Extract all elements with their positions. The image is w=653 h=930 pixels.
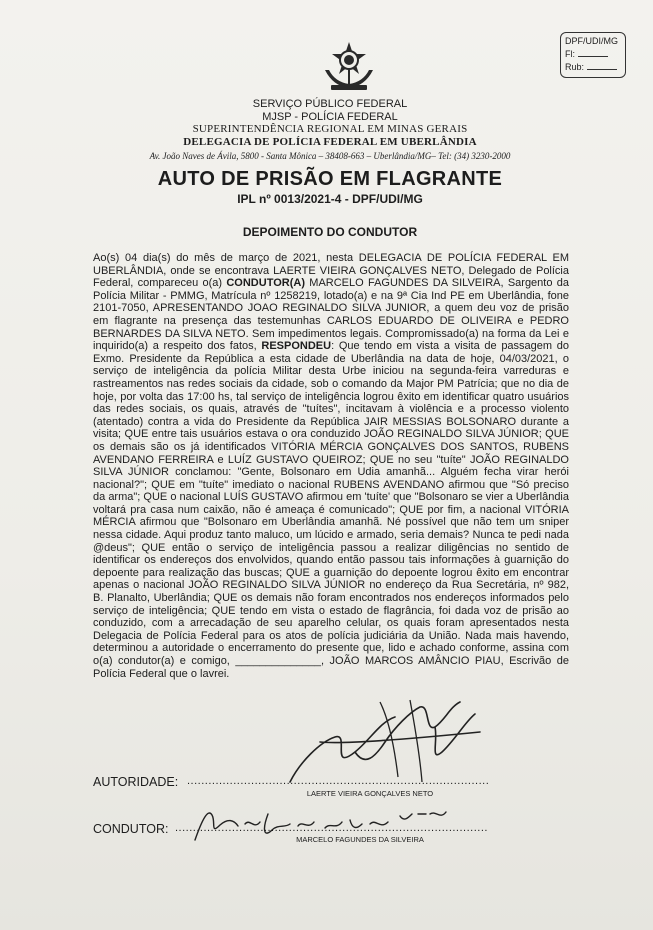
conductor-label: CONDUTOR: — [93, 822, 169, 836]
body-keyword-respondeu: RESPONDEU — [261, 340, 332, 353]
header-line-3: SUPERINTENDÊNCIA REGIONAL EM MINAS GERAIS — [192, 123, 468, 135]
stamp-fl: Fl: — [565, 48, 621, 61]
stamp-rub: Rub: — [565, 61, 621, 74]
body-part-3: : Que tendo em vista a visita de passagem do Exmo. Presidente da República a esta cidade de Uberlândia na data de hoje, 04/03/2021, o serviço de inteligência da polícia Militar desta Urbe iniciou na segunda-feira varreduras e rastreamentos nas redes sociais da cidade, sob o comando da Major PM Patrícia; que no dia de hoje, por volta das 17:00 hs, tal serviço de inteligência logrou êxito em identificar quatro usuários das redes sociais, os quais, através de "tuítes", incitavam à violência e a processo violento (atentado) contra a vida do Presidente da República JAIR MESSIAS BOLSONARO durante a visita; QUE entre tais usuários estava o ora conduzido JOÃO REGINALDO SILVA JÚNIOR; QUE os demais são os já identificados VITÓRIA MÉRCIA GONÇALVES DOS SANTOS, RUBENS AVENDANO FERREIRA e LUÍZ GUSTAVO QUEIROZ; QUE no seu "tuíte" JOÃO REGINALDO SILVA JÚNIOR conclamou: "Gente, Bolsonaro em Udia amanhã... Alguém fecha virar herói nacional?"; QUE em "tuíte" imediato o nacional RUBENS AVENDANO afirmou que "Só preciso da arma"; QUE o nacional LUÍS GUSTAVO afirmou em 'tuíte' que "Bolsonaro se vier a Uberlândia voltará pra casa num caixão, não é ameaça é comunicado"; QUE por fim, a nacional VITÓRIA MÉRCIA afirmou que "Bolsonaro em Uberlândia amanhã. Né possível que não tem um sniper nessa cidade. Aqui produz tanto maluco, um lúcido e armado, seria demais? Nunca te pedi nada @deus"; QUE então o serviço de inteligência passou a realizar diligências no sentido de identificar os endereços dos envolvidos, quando então passou tais informações à guarnição do depoente para realização das buscas; QUE a guarnição do depoente logrou êxito em encontrar apenas o nacional JOÃO REGINALDO SILVA JÚNIOR no endereço da Rua Secretária, nº 982, B. Planalto, Uberlândia; QUE os demais não foram encontrados nos endereços informados pelo serviço de inteligência; QUE tendo em vista o estado de flagrância, foi dada voz de prisão ao conduzido, com a arrecadação de seu aparelho celular, os quais foram apresentados nesta Delegacia de Polícia Federal para os atos de polícia judiciária da União. Nada mais havendo, determinou a autoridade o encerramento do presente que, lido e achado conforme, assina com o(a) condutor(a) e comigo, ______________, JOÃO MARCOS AMÂNCIO PIAU, Escrivão de Polícia Federal que o lavrei. — [93, 340, 569, 680]
body-part-2: MARCELO FAGUNDES DA SILVEIRA, Sargento da Polícia Militar - PMMG, Matrícula nº 1258219, lotado(a) e na 9ª Cia Ind PE em Uberlândia, fone 2101-7050, APRESENTANDO JOAO REGINALDO SILVA JUNIOR, a quem deu voz de prisão em flagrante na presença das testemunhas CARLOS EDUARDO DE OLIVEIRA e PEDRO BERNARDES DA SILVA NETO. Sem impedimentos legais. Compromissado(a) na forma da Lei e inquirido(a) a respeito dos fatos, — [93, 277, 570, 353]
testimony-body — [93, 252, 569, 680]
header-line-2: MJSP - POLÍCIA FEDERAL — [262, 111, 398, 123]
header-line-1: SERVIÇO PÚBLICO FEDERAL — [252, 98, 408, 110]
body-keyword-condutor: CONDUTOR(A) — [226, 277, 305, 290]
section-heading: DEPOIMENTO DO CONDUTOR — [242, 225, 418, 239]
document-subtitle: IPL nº 0013/2021-4 - DPF/UDI/MG — [237, 192, 423, 206]
authority-name: LAERTE VIEIRA GONÇALVES NETO — [306, 789, 434, 798]
brazil-coat-of-arms-icon — [319, 40, 379, 94]
page-stamp-box — [560, 32, 626, 78]
document-title: AUTO DE PRISÃO EM FLAGRANTE — [157, 168, 503, 190]
authority-label: AUTORIDADE: — [93, 775, 179, 789]
conductor-name: MARCELO FAGUNDES DA SILVEIRA — [296, 835, 424, 844]
header-address: Av. João Naves de Ávila, 5800 - Santa Mônica – 38408-663 – Uberlândia/MG– Tel: (34) 3230-2000 — [149, 151, 511, 161]
header-line-4: DELEGACIA DE POLÍCIA FEDERAL EM UBERLÂNDIA — [183, 136, 477, 148]
authority-signature-line: ..................................................................................... — [187, 775, 490, 787]
stamp-code: DPF/UDI/MG — [565, 36, 618, 46]
body-part-1: Ao(s) 04 dia(s) do mês de março de 2021, nesta DELEGACIA DE POLÍCIA FEDERAL EM UBERLÂNDIA, onde se encontrava LAERTE VIEIRA GONÇALVES NETO, Delegado de Polícia Federal, compareceu o(a) — [93, 252, 569, 290]
conductor-signature-line: ........................................................................................ — [175, 822, 488, 834]
